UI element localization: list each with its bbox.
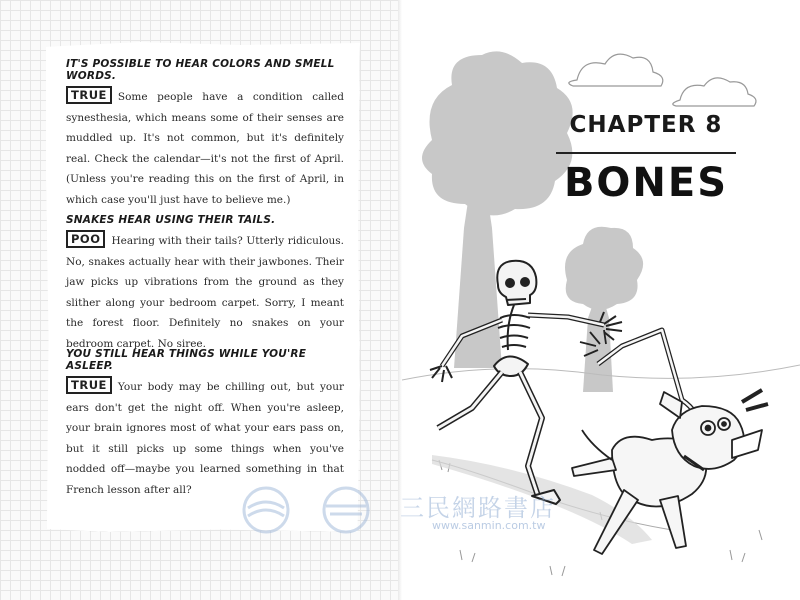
- fact-text: Some people have a condition called synesthesia, which means some of their senses are muddled up. It's not common, but it's definitely real. Check the calendar—it's not the first of April. (Unless you're reading this on the first of April, in which case you'll just have to believe me.): [66, 91, 344, 206]
- chapter-title: BONES: [563, 160, 729, 206]
- watermark-url: www.sanmin.com.tw: [432, 519, 546, 532]
- fact-3: [66, 348, 344, 500]
- verdict-badge: TRUE: [66, 376, 112, 394]
- chapter-divider: [556, 152, 736, 154]
- chapter-label: CHAPTER 8: [569, 112, 723, 138]
- fact-title: SNAKES HEAR USING THEIR TAILS.: [66, 214, 276, 226]
- fact-body: [66, 86, 344, 210]
- fact-text: Hearing with their tails? Utterly ridiculous. No, snakes actually hear with their jawbones. Their jaw picks up vibrations from the ground as they slither along your bedroom carpet. Sorry, I meant the forest floor. Definitely no snakes on your bedroom carpet. No siree.: [66, 235, 344, 350]
- fact-body: [66, 230, 344, 354]
- verdict-badge: POO: [66, 230, 105, 248]
- fact-title: IT'S POSSIBLE TO HEAR COLORS AND SMELL WORDS.: [66, 58, 335, 82]
- fact-1: [66, 58, 344, 210]
- fact-body: [66, 376, 344, 500]
- fact-text: Your body may be chilling out, but your ears don't get the night off. When you're asleep, your brain ignores most of what your ears pass on, but it still picks up some things when you've nodded off—maybe you learned something in that French lesson after all?: [66, 381, 344, 496]
- fact-2: [66, 214, 344, 354]
- watermark-text: 三民網路書店: [400, 494, 556, 522]
- verdict-badge: TRUE: [66, 86, 112, 104]
- fact-title: YOU STILL HEAR THINGS WHILE YOU'RE ASLEEP.: [66, 348, 307, 372]
